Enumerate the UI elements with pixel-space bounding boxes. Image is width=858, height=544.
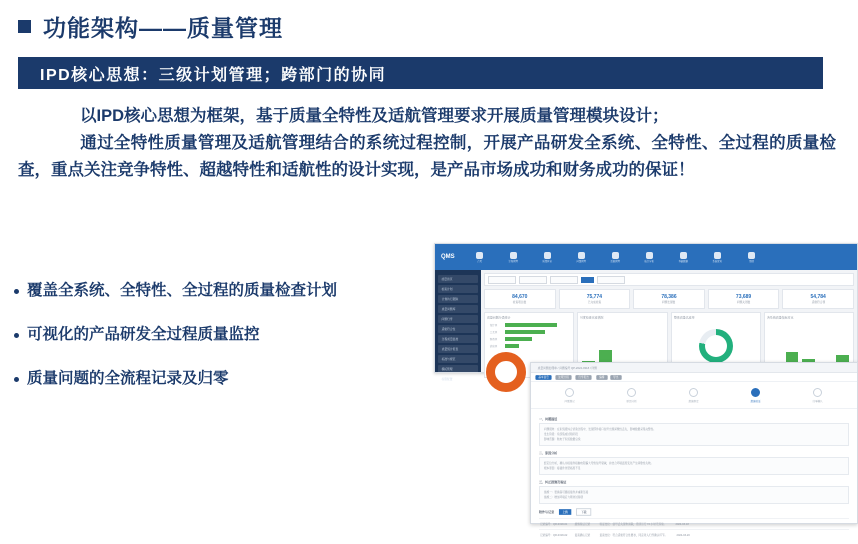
step-dot-icon (751, 388, 760, 397)
sidebar-item-label: 适航符合性 (441, 327, 456, 331)
kpi-value: 78,386 (661, 294, 677, 300)
topnav-item[interactable] (637, 247, 663, 267)
panel-title: 各系统质量指标对比 (766, 315, 794, 320)
upload-button[interactable]: 上传 (559, 509, 572, 515)
section-line: 问题现象：在系统级综合试验过程中，发现部件接口信号出现间歇性丢失，影响数据采集完整性。 (544, 427, 656, 431)
sidebar-item-label: 检查计划 (441, 287, 453, 291)
step-item[interactable] (564, 388, 575, 403)
topnav-label: 帮助 (749, 259, 755, 263)
step-dot-icon (813, 388, 822, 397)
kpi-value: 54,784 (810, 294, 826, 300)
banner-text: IPD核心思想：三级计划管理；跨部门的协同 (40, 66, 387, 84)
dashboard-topnav (435, 244, 857, 270)
sidebar-item[interactable] (438, 285, 478, 293)
tab-process[interactable]: 处理过程 (556, 375, 572, 380)
section-title: 三、纠正措施及验证 (539, 480, 567, 484)
tab-row (531, 373, 857, 382)
bar-label: 试验类 (489, 344, 498, 348)
section-line: 经定位分析，确认为接插件接触电阻偏大导致信号衰减，并结合环境温度变化产生间歇性失效。 (544, 461, 654, 465)
breadcrumb-text: 质量问题处理单 / 问题编号 QP-2024-0318 / 详情 (537, 365, 597, 370)
filter-input-status[interactable] (550, 276, 578, 284)
search-button[interactable] (581, 277, 594, 283)
page-title (18, 10, 283, 43)
section-line: 根本原因：接插件选型裕度不足 (544, 466, 581, 470)
database-icon (680, 252, 687, 259)
sidebar-item[interactable] (438, 325, 478, 333)
cell-record-date: 2024-03-18 (675, 522, 689, 526)
step-item[interactable] (688, 388, 699, 403)
topnav-item[interactable] (603, 247, 629, 267)
bar (505, 337, 532, 341)
cell-record-desc: 验证结论：信号丢失现象消除，连续运行 72 小时无异常。 (599, 522, 667, 526)
donut-chart (699, 329, 733, 363)
bullet-text: 可视化的产品研发全过程质量监控 (27, 326, 260, 343)
section-line: 发生阶段：系统集成试验阶段 (544, 432, 578, 436)
square-marker-icon (18, 20, 31, 33)
kpi-value: 75,774 (586, 294, 603, 300)
sidebar-item-label: 质量首页 (441, 277, 453, 281)
chart-icon (646, 252, 653, 259)
gear-icon (714, 252, 721, 259)
sidebar-item[interactable] (438, 335, 478, 343)
home-icon (476, 252, 483, 259)
kpi-card (559, 289, 631, 309)
step-item-active[interactable] (750, 388, 761, 403)
step-label: 归零确认 (812, 398, 824, 403)
help-icon (748, 252, 755, 259)
section-line: 影响范围：航电子系统数据总线 (544, 437, 581, 441)
tab-closure-report[interactable]: 归零报告 (576, 375, 592, 380)
cell-record-type: 复查确认记录 (574, 533, 591, 537)
dashboard-sidebar (435, 270, 481, 381)
list-item (14, 280, 434, 302)
list-item (14, 324, 434, 346)
plan-icon (510, 252, 517, 259)
horizontal-bar-chart (487, 322, 571, 352)
sidebar-item-label: 问题归零 (441, 317, 453, 321)
cell-record-desc: 复查结论：符合适航符合性要求，同意进入归零确认环节。 (599, 533, 668, 537)
step-label: 措施制定 (688, 398, 700, 403)
edit-button[interactable]: 编辑 (596, 375, 607, 380)
export-button[interactable]: 导出 (611, 375, 622, 380)
sidebar-item-label: 标准与规范 (441, 357, 456, 361)
sidebar-item[interactable] (438, 345, 478, 353)
airworthiness-icon (612, 252, 619, 259)
sidebar-item-label: 模板管理 (441, 367, 453, 371)
bullet-dot-icon (14, 377, 19, 382)
topnav-label: 统计分析 (645, 259, 655, 263)
topnav-item[interactable] (569, 247, 595, 267)
cell-record-type: 措施验证记录 (574, 522, 591, 526)
panel-title: 月度检查完成情况 (580, 315, 604, 320)
kpi-label: 适航符合项 (811, 300, 825, 304)
section-title: 一、问题描述 (539, 417, 558, 421)
table-row (539, 518, 849, 529)
topnav-label: 计划管理 (509, 259, 519, 263)
bullet-list (14, 280, 434, 412)
panel-title: 质量问题分类统计 (487, 315, 511, 320)
kpi-card (708, 289, 780, 309)
topnav-item[interactable] (467, 247, 493, 267)
kpi-value: 84,670 (512, 294, 528, 300)
list-item (14, 368, 434, 390)
bullet-dot-icon (14, 289, 19, 294)
orange-ring-highlight (486, 352, 526, 392)
bullet-text: 质量问题的全流程记录及归零 (27, 370, 229, 387)
section-box (539, 457, 849, 475)
sidebar-item[interactable] (438, 305, 478, 313)
sidebar-item[interactable] (438, 295, 478, 303)
cell-record-id: 记录编号：QR-0318-02 (540, 533, 568, 537)
kpi-card (484, 289, 556, 309)
dashboard-content (481, 270, 857, 372)
cell-record-date: 2024-03-20 (676, 533, 690, 537)
kpi-label: 问题发现数 (662, 300, 676, 304)
sidebar-item-label: 计划执行跟踪 (441, 297, 459, 301)
bar-label: 设计类 (489, 323, 498, 327)
kpi-label: 已完成检查 (587, 300, 602, 304)
chart-bar-row (489, 337, 569, 341)
breadcrumb (531, 363, 857, 373)
topnav-item[interactable] (501, 247, 527, 267)
section-line: 措施一：更换高可靠接插件并重新压接 (544, 490, 589, 494)
section-line: 措施二：增加环境应力筛选试验项 (544, 495, 584, 499)
bar-label: 制造类 (489, 337, 498, 341)
body-paragraph (18, 103, 836, 184)
topnav-item[interactable] (535, 247, 561, 267)
topnav-item[interactable] (739, 247, 765, 267)
attachment-label: 附件与记录 (539, 510, 555, 514)
step-label: 措施验证 (750, 398, 762, 403)
kpi-label: 问题关闭数 (736, 300, 751, 304)
sidebar-item[interactable] (438, 375, 478, 383)
panel-title: 整体质量达成率 (673, 315, 695, 320)
sidebar-item[interactable] (438, 365, 478, 373)
sidebar-item-label: 过程质量监控 (441, 337, 459, 341)
cell-record-id: 记录编号：QR-0318-01 (540, 522, 568, 526)
paragraph-line-1: 以IPD核心思想为框架，基于质量全特性及适航管理要求开展质量管理模块设计； (80, 107, 669, 125)
paragraph-line-2: 通过全特性质量管理及适航管理结合的系统过程控制，开展产品研发全系统、全特性、全过程的质量检查，重点关注竞争特性、超越特性和适航性的设计实现，是产品市场成功和财务成功的保证！ (18, 134, 836, 179)
section-title: 二、原因分析 (539, 451, 558, 455)
tab-basic-info[interactable]: 基本信息 (535, 375, 551, 380)
bar-label: 工艺类 (489, 330, 498, 334)
attachment-title (539, 508, 834, 516)
page-title-text: 功能架构——质量管理 (43, 15, 283, 41)
bar (505, 323, 557, 327)
filter-input-project[interactable] (488, 276, 516, 284)
step-label: 问题登记 (564, 398, 576, 403)
detail-form-screenshot (530, 362, 858, 537)
topnav-label: 适航管理 (611, 259, 621, 263)
kpi-row-1 (484, 289, 854, 309)
reset-button[interactable] (597, 276, 625, 284)
sidebar-item[interactable] (438, 275, 478, 283)
check-icon (544, 252, 551, 259)
step-dot-icon (689, 388, 698, 397)
step-item[interactable] (626, 388, 637, 403)
sidebar-item[interactable] (438, 355, 478, 363)
bar (505, 330, 545, 334)
step-label: 原因分析 (626, 398, 638, 403)
table-row (539, 529, 849, 540)
step-dot-icon (565, 388, 574, 397)
issue-icon (578, 252, 585, 259)
topnav-item[interactable] (705, 247, 731, 267)
topnav-label: 问题管理 (577, 259, 587, 263)
filter-bar (484, 273, 854, 286)
sidebar-item-label: 权限配置 (441, 377, 453, 381)
banner (18, 57, 823, 89)
topnav-item[interactable] (671, 247, 697, 267)
topnav-label: 质量检查 (543, 259, 553, 263)
filter-input-daterange[interactable] (519, 276, 547, 284)
sidebar-item-label: 质量问题库 (441, 307, 456, 311)
bullet-text: 覆盖全系统、全特性、全过程的质量检查计划 (27, 282, 338, 299)
section-box (539, 486, 849, 504)
bullet-dot-icon (14, 333, 19, 338)
step-dot-icon (627, 388, 636, 397)
download-button[interactable]: 下载 (576, 508, 591, 516)
chart-bar-row (489, 344, 569, 348)
kpi-label: 检查项总数 (513, 300, 527, 304)
chart-bar-row (489, 323, 569, 327)
topnav-label: 系统设置 (713, 259, 723, 263)
topnav-label: 基础数据 (679, 259, 689, 263)
sidebar-item[interactable] (438, 315, 478, 323)
section-box (539, 423, 849, 446)
kpi-value: 73,689 (735, 294, 752, 300)
bar (505, 344, 519, 348)
kpi-card (782, 289, 854, 309)
sidebar-item-label: 质量统计报表 (441, 347, 459, 351)
chart-bar-row (489, 330, 569, 334)
step-progress (531, 382, 857, 409)
kpi-card (633, 289, 705, 309)
step-item[interactable] (812, 388, 823, 403)
topnav-label: 首页 (477, 259, 483, 263)
app-logo: QMS (441, 254, 455, 260)
form-body (531, 409, 857, 544)
